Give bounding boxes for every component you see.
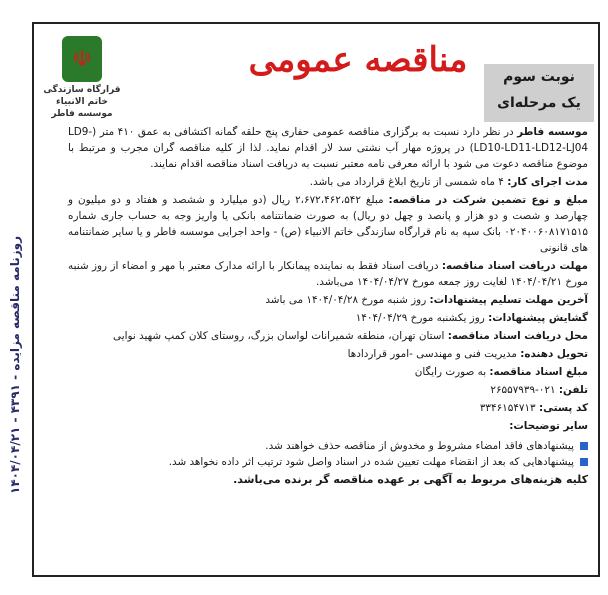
notes-label: سایر توضیحات: xyxy=(509,420,588,432)
submit-deadline-text: روز شنبه مورخ ۱۴۰۴/۰۴/۲۸ می باشد xyxy=(265,294,427,306)
phone-text: ۰۲۱-۲۶۵۵۷۹۳۹ xyxy=(490,384,556,396)
intro-text: در نظر دارد نسبت به برگزاری مناقصه عمومی حفاری پنج حلقه گمانه اکتشافی به عمق ۴۱۰ متر (LD9-LD10-LD11-LD12-LJ04) در پروژه مهار آب نشتی سد لار اقدام نماید. لذا از کلیه مناقصه گران مجرب و مرتبط با موضوع مناقصه دعوت می شود با ارائه معرفی نامه معتبر نسبت به دریافت اسناد مناقصه اقدام نمایند. xyxy=(68,126,588,170)
delivery-row xyxy=(68,346,588,362)
phone-row xyxy=(68,382,588,398)
emblem-icon: ☫ xyxy=(62,36,102,82)
doc-deadline-label: مهلت دریافت اسناد مناقصه: xyxy=(441,260,588,272)
intro-label: موسسه فاطر xyxy=(517,126,588,138)
doc-fee-row xyxy=(68,364,588,380)
round-badge xyxy=(484,64,594,122)
bullet-square-icon xyxy=(580,442,588,450)
postal-text: ۳۳۴۶۱۵۴۷۱۳ xyxy=(479,402,536,414)
notes-list xyxy=(68,438,588,488)
tender-ad-box xyxy=(32,22,600,577)
ad-header xyxy=(34,24,598,124)
intro-paragraph xyxy=(68,124,588,172)
bullet-text-2: پیشنهادهایی که بعد از انقضاء مهلت تعیین شده در اسناد واصل شود ترتیب اثر داده نخواهد شد. xyxy=(168,456,574,468)
list-item xyxy=(68,438,588,454)
submit-deadline-row xyxy=(68,292,588,308)
duration-label: مدت اجرای کار: xyxy=(507,176,588,188)
ad-content xyxy=(68,124,588,488)
guarantee-label: مبلغ و نوع تضمین شرکت در مناقصه: xyxy=(388,194,588,206)
logo-text xyxy=(40,84,124,120)
doc-fee-text: به صورت رایگان xyxy=(414,366,487,378)
duration-row xyxy=(68,174,588,190)
opening-text: روز یکشنبه مورخ ۱۴۰۴/۰۴/۲۹ xyxy=(355,312,485,324)
page-title: مناقصه عمومی xyxy=(248,40,468,80)
location-text: استان تهران، منطقه شمیرانات لواسان بزرگ، روستای کلان کمپ شهید نوایی xyxy=(113,330,445,342)
bullet-square-icon xyxy=(580,458,588,466)
guarantee-text: مبلغ ۲،۶۷۲،۴۶۲،۵۴۲ ریال (دو میلیارد و ششصد و هفتاد و دو میلیون و چهارصد و شصت و دو هزار و پانصد و چهل دو ریال) به صورت ضمانتنامه بانکی یا واریز وجه به حساب جاری شماره ۰۲۰۴۰۰۶۰۸۱۷۱۵۱۵ بانک سپه به نام قرارگاه سازندگی خاتم الانبیاء (ص) - واحد اجرایی موسسه فاطر و یا سایر ضمانتنامه های قانونی xyxy=(68,194,588,254)
logo xyxy=(40,32,124,120)
duration-text: ۴ ماه شمسی از تاریخ ابلاغ قرارداد می باشد. xyxy=(309,176,504,188)
newspaper-strip-text: روزنامه مناقصه مزایده - ۴۳۹۱ - ۱۴۰۴/۰۴/۲۱ xyxy=(7,235,22,495)
doc-deadline-row xyxy=(68,258,588,290)
location-row xyxy=(68,328,588,344)
opening-label: گشایش پیشنهادات: xyxy=(488,312,588,324)
doc-fee-label: مبلغ اسناد مناقصه: xyxy=(489,366,588,378)
guarantee-row xyxy=(68,192,588,256)
delivery-label: تحویل دهنده: xyxy=(520,348,588,360)
newspaper-strip xyxy=(4,200,26,530)
round-line-2: یک مرحله‌ای xyxy=(497,95,581,111)
phone-label: تلفن: xyxy=(558,384,588,396)
opening-row xyxy=(68,310,588,326)
logo-unit-name: موسسه فاطر xyxy=(51,109,113,119)
delivery-text: مدیریت فنی و مهندسی -امور قراردادها xyxy=(347,348,517,360)
doc-deadline-text: دریافت اسناد فقط به نماینده پیمانکار با ارائه مدارک معتبر با مهر و امضاء از روز شنبه مورخ ۱۴۰۴/۰۴/۲۱ لغایت روز جمعه مورخ ۱۴۰۴/۰۴/۲۷ می‌باشد. xyxy=(68,260,588,288)
location-label: محل دریافت اسناد مناقصه: xyxy=(447,330,588,342)
list-item xyxy=(68,454,588,470)
bullet-text-1: پیشنهادهای فاقد امضاء مشروط و مخدوش از مناقصه حذف خواهند شد. xyxy=(265,440,574,452)
round-line-1: نوبت سوم xyxy=(503,69,575,85)
logo-org-name: قرارگاه سازندگی خاتم الانبیاء xyxy=(43,85,121,107)
notes-row xyxy=(68,418,588,434)
postal-row xyxy=(68,400,588,416)
submit-deadline-label: آخرین مهلت تسلیم پیشنهادات: xyxy=(429,294,588,306)
postal-label: کد پستی: xyxy=(538,402,588,414)
final-note: کلیه هزینه‌های مربوط به آگهی بر عهده مناقصه گر برنده می‌باشد. xyxy=(233,473,588,486)
